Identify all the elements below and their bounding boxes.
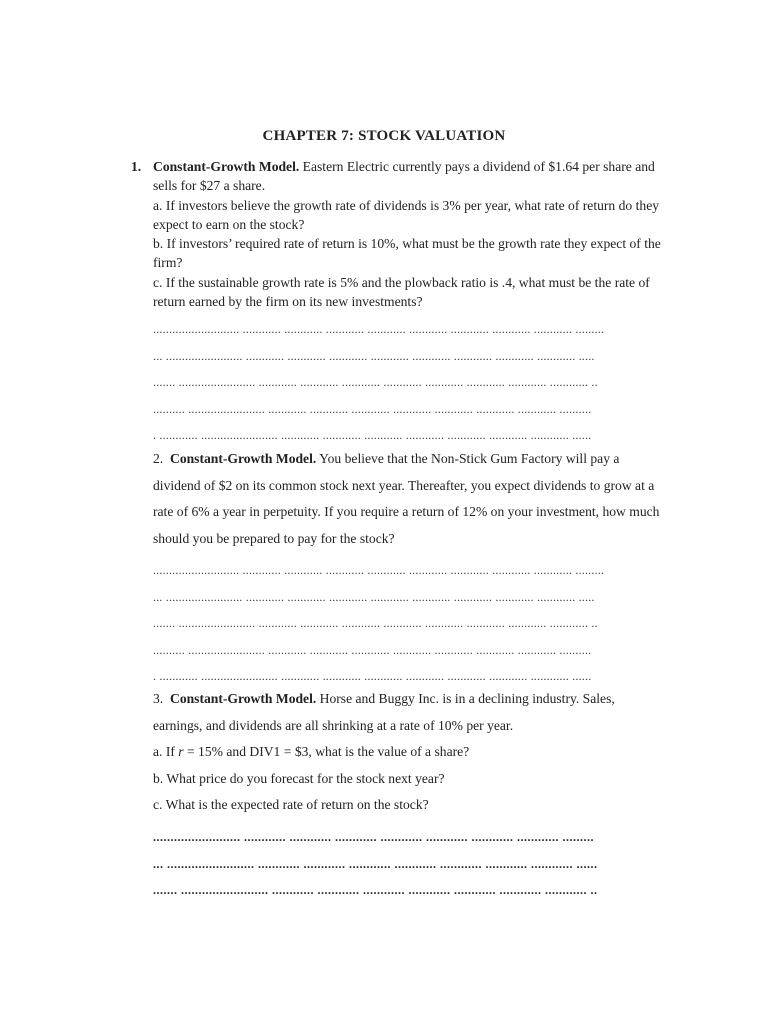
question-2-answer-area [153, 557, 661, 690]
answer-line: ... ......................... ............ ............ ............ ............ ............ ............ ............ ...... [153, 856, 598, 871]
question-1-heading: Constant-Growth Model. [153, 159, 300, 174]
question-1-part-c: c. If the sustainable growth rate is 5% and the plowback ratio is .4, what must be the rate of return earned by the firm on its new investments? [153, 274, 650, 310]
question-3-heading: Constant-Growth Model. [170, 691, 317, 706]
answer-line: .......... ........................ ............ ............ ............ ............ ............ ............ ............ .......... [153, 401, 592, 416]
question-1-answer-area [153, 316, 661, 449]
answer-line: ....... ......................... ............ ............ ............ ............ ............ ............ ............ .. [153, 883, 598, 897]
question-2-number: 2. [153, 451, 164, 466]
answer-line: . ............ ........................ ............ ............ ............ ............ ............ ............ ............ ...... [153, 428, 592, 442]
question-3-part-b: b. What price do you forecast for the stock next year? [153, 770, 445, 786]
question-1-number: 1. [131, 159, 142, 174]
question-2-heading: Constant-Growth Model. [170, 451, 317, 466]
answer-line: ... ........................ ............ ............ ............ ............ ............ ............ ............ ............ ..... [153, 348, 595, 363]
question-3-part-a: a. If r = 15% and DIV1 = $3, what is the value of a share? [153, 744, 470, 759]
question-3-intro: Horse and Buggy Inc. is in a declining industry. Sales, earnings, and dividends are all shrinking at a rate of 10% per year. [153, 691, 615, 733]
question-1-intro: Eastern Electric currently pays a dividend of $1.64 per share and sells for $27 a share. [153, 159, 655, 194]
question-1 [131, 157, 671, 311]
question-2-text: You believe that the Non-Stick Gum Factory will pay a dividend of $2 on its common stock next year. Thereafter, you expect dividends to grow at a rate of 6% a year in perpetuity. If you require a return of 12% on your investment, how much should you be prepared to pay for the stock? [153, 451, 660, 546]
answer-line: ......................... ............ ............ ............ ............ ............ ............ ............ ......... [153, 830, 594, 844]
question-3 [153, 686, 663, 819]
answer-line: .......... ........................ ............ ............ ............ ............ ............ ............ ............ .......... [153, 642, 592, 657]
question-3-part-c: c. What is the expected rate of return on the stock? [153, 797, 429, 812]
question-2 [153, 446, 663, 552]
answer-line: ....... ........................ ............ ............ ............ ............ ............ ............ ............ ............ .. [153, 375, 598, 389]
answer-line: ........................... ............ ............ ............ ............ ............ ............ ............ ............ ......... [153, 563, 605, 577]
answer-line: ........................... ............ ............ ............ ............ ............ ............ ............ ............ ......... [153, 322, 605, 336]
answer-line: . ............ ........................ ............ ............ ............ ............ ............ ............ ............ ...... [153, 669, 592, 683]
answer-line: ....... ........................ ............ ............ ............ ............ ............ ............ ............ ............ .. [153, 616, 598, 630]
question-1-part-a: a. If investors believe the growth rate of dividends is 3% per year, what rate of return do they expect to earn on the stock? [153, 197, 660, 232]
question-3-answer-area [153, 824, 661, 904]
question-1-part-b: b. If investors’ required rate of return is 10%, what must be the growth rate they expect of the firm? [153, 236, 661, 271]
chapter-title: CHAPTER 7: STOCK VALUATION [262, 128, 506, 144]
question-3-number: 3. [153, 691, 164, 706]
answer-line: ... ........................ ............ ............ ............ ............ ............ ............ ............ ............ ..... [153, 589, 595, 604]
